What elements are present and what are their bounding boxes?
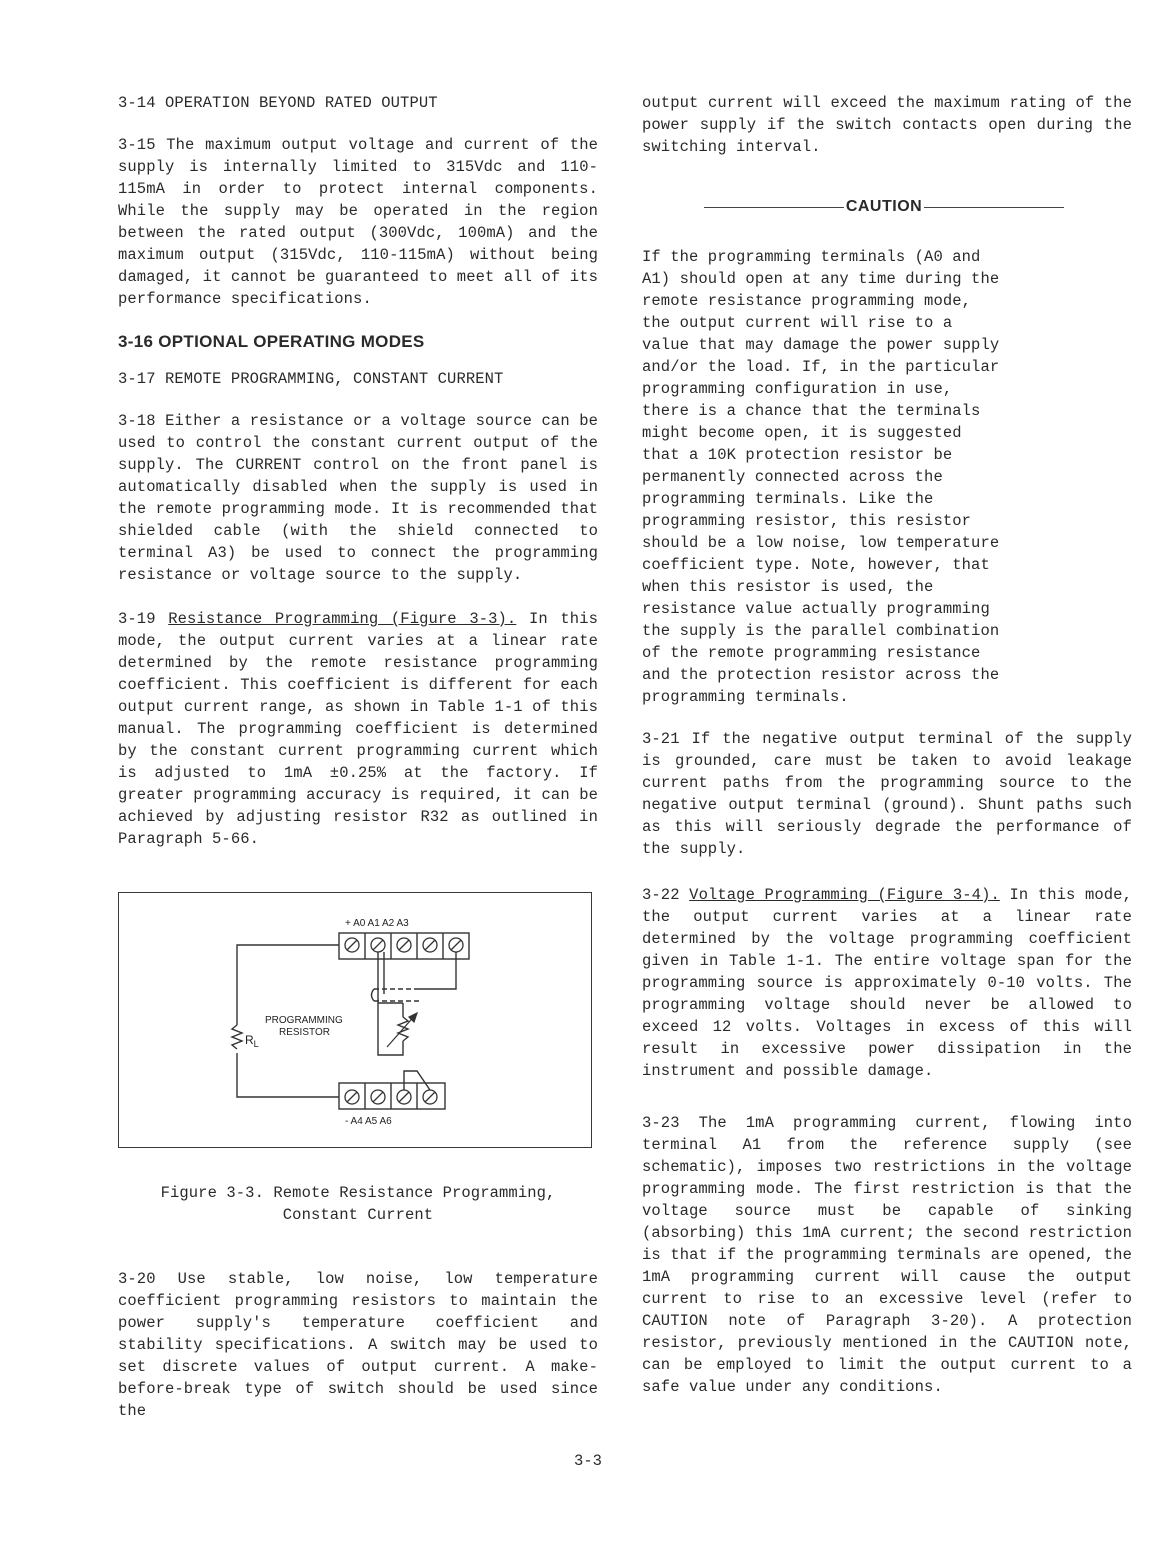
paragraph-3-19 [118, 608, 598, 850]
figure-3-3-diagram [118, 892, 592, 1148]
paragraph-3-19-title: Resistance Programming (Figure 3-3). [168, 610, 517, 628]
top-terminal-labels: + A0 A1 A2 A3 [345, 918, 409, 929]
figure-caption-line2: Constant Current [282, 1206, 434, 1224]
figure-caption-line1: Figure 3-3. Remote Resistance Programming, [160, 1184, 556, 1202]
caution-rule-right [924, 207, 1064, 208]
paragraph-3-20: 3-20 Use stable, low noise, low temperature coefficient programming resistors to maintain the power supply's temperature coefficient and stability specifications. A switch may be used to set discrete values of output current. A make-before-break type of switch should be used since the [118, 1270, 598, 1420]
bottom-terminal-labels: - A4 A5 A6 [345, 1116, 392, 1127]
load-resistor-label: $R_L$ [245, 1033, 259, 1049]
paragraph-3-22-body: In this mode, the output current varies at a linear rate determined by the voltage programming coefficient given in Table 1-1. The entire voltage span for the programming source is approximately 0-10 volts. The programming voltage should never be allowed to exceed 12 volts. Voltages in excess of this will result in excessive power dissipation in the instrument and possible damage. [642, 886, 1132, 1080]
paragraph-3-22-number: 3-22 [642, 886, 680, 904]
programming-resistor-label-line2: RESISTOR [279, 1027, 330, 1038]
paragraph-3-15: 3-15 The maximum output voltage and current of the supply is internally limited to 315Vdc and 110-115mA in order to protect internal components. While the supply may be operated in the region between the rated output (300Vdc, 100mA) and the maximum output (315Vdc, 110-115mA) without being damaged, it cannot be guaranteed to meet all of its performance specifications. [118, 136, 598, 308]
right-column [642, 92, 1132, 1398]
caution-rule-left [704, 207, 844, 208]
paragraph-3-23: 3-23 The 1mA programming current, flowing into terminal A1 from the reference supply (see schematic), imposes two restrictions in the voltage programming mode. The first restriction is that the voltage source must be capable of sinking (absorbing) this 1mA current; the second restriction is that if the programming terminals are opened, the 1mA programming current will cause the output current to rise to an excessive level (refer to CAUTION note of Paragraph 3-20). A protection resistor, previously mentioned in the CAUTION note, can be employed to limit the output current to a safe value under any conditions. [642, 1114, 1132, 1396]
heading-3-14: 3-14 OPERATION BEYOND RATED OUTPUT [118, 94, 438, 112]
paragraph-3-22 [642, 884, 1132, 1082]
paragraph-3-21: 3-21 If the negative output terminal of the supply is grounded, care must be taken to avoid leakage current paths from the programming source to the negative output terminal (ground). Shunt paths such as this will seriously degrade the performance of the supply. [642, 730, 1132, 858]
paragraph-3-20-continued: output current will exceed the maximum rating of the power supply if the switch contacts open during the switching interval. [642, 94, 1132, 156]
caution-heading [704, 198, 1064, 216]
circuit-diagram [119, 893, 593, 1149]
paragraph-3-19-body: In this mode, the output current varies at a linear rate determined by the remote resistance programming coefficient. This coefficient is different for each output current range, as shown in Table 1-1 of this manual. The programming coefficient is determined by the constant current programming current which is adjusted to 1mA ±0.25% at the factory. If greater programming accuracy is required, it can be achieved by adjusting resistor R32 as outlined in Paragraph 5-66. [118, 610, 598, 848]
programming-resistor-label-line1: PROGRAMMING [265, 1015, 343, 1026]
paragraph-3-22-title: Voltage Programming (Figure 3-4). [689, 886, 1000, 904]
caution-note-body: If the programming terminals (A0 and A1) should open at any time during the remote resistance programming mode, the output current will rise to a value that may damage the power supply and/or the load. If, in the particular programming configuration in use, there is a chance that the terminals might become open, it is suggested that a 10K protection resistor be permanently connected across the programming terminals. Like the programming resistor, this resistor should be a low noise, low temperature coefficient type. Note, however, that when this resistor is used, the resistance value actually programming the supply is the parallel combination of the remote programming resistance and the protection resistor across the programming terminals. [642, 248, 1000, 706]
heading-3-16: 3-16 OPTIONAL OPERATING MODES [118, 332, 425, 351]
paragraph-3-18: 3-18 Either a resistance or a voltage source can be used to control the constant current output of the supply. The CURRENT control on the front panel is automatically disabled when the supply is used in the remote programming mode. It is recommended that shielded cable (with the shield connected to terminal A3) be used to connect the programming resistance or voltage source to the supply. [118, 412, 598, 584]
page-number: 3-3 [574, 1452, 602, 1470]
paragraph-3-19-number: 3-19 [118, 610, 156, 628]
bottom-terminal-strip [339, 1083, 445, 1109]
caution-title: CAUTION [845, 198, 923, 215]
heading-3-17: 3-17 REMOTE PROGRAMMING, CONSTANT CURRENT [118, 370, 504, 388]
left-column [118, 92, 598, 1422]
